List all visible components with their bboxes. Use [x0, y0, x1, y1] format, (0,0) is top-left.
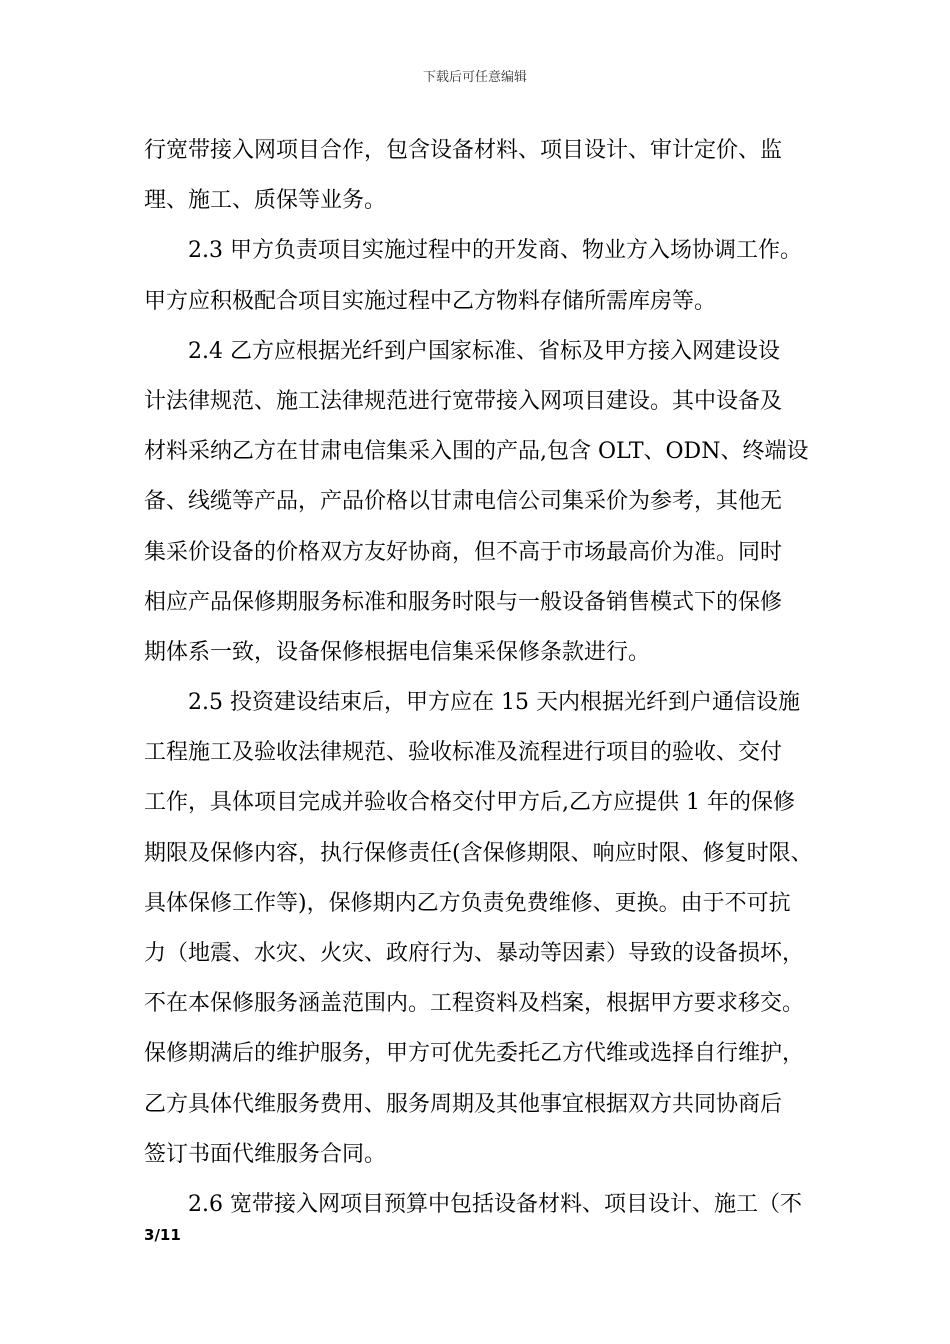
page-number	[144, 1226, 181, 1244]
section-2-6-first-line: 2.6 宽带接入网项目预算中包括设备材料、项目设计、施工（不	[188, 1191, 802, 1217]
text-line: 工程施工及验收法律规范、验收标准及流程进行项目的验收、交付	[144, 740, 783, 766]
text-line: 具体保修工作等)，保修期内乙方负责免费维修、更换。由于不可抗	[144, 890, 791, 916]
document-body	[144, 126, 820, 1230]
page-header: 下载后可任意编辑	[422, 70, 527, 85]
text-line: 乙方具体代维服务费用、服务周期及其他事宜根据双方共同协商后	[144, 1091, 783, 1117]
text-line: 不在本保修服务涵盖范围内。工程资料及档案，根据甲方要求移交。	[144, 991, 805, 1017]
section-2-5-first-line: 2.5 投资建设结束后，甲方应在 15 天内根据光纤到户通信设施	[188, 690, 800, 716]
text-line: 集采价设备的价格双方友好协商，但不高于市场最高价为准。同时	[144, 539, 783, 565]
total-pages: 11	[159, 1226, 181, 1244]
text-line: 材料采纳乙方在甘肃电信集采入围的产品,包含 OLT、ODN、终端设	[144, 439, 809, 465]
text-line: 计法律规范、施工法律规范进行宽带接入网项目建设。其中设备及	[144, 388, 783, 414]
text-line: 相应产品保修期服务标准和服务时限与一般设备销售模式下的保修	[144, 589, 783, 615]
text-line: 理、施工、质保等业务。	[144, 188, 387, 214]
current-page: 3	[144, 1226, 155, 1244]
text-line: 签订书面代维服务合同。	[144, 1141, 387, 1167]
text-line: 保修期满后的维护服务，甲方可优先委托乙方代维或选择自行维护，	[144, 1041, 805, 1067]
text-line: 期体系一致，设备保修根据电信集采保修条款进行。	[144, 639, 651, 665]
text-line: 甲方应积极配合项目实施过程中乙方物料存储所需库房等。	[144, 288, 717, 314]
text-line: 期限及保修内容，执行保修责任(含保修期限、响应时限、修复时限、	[144, 840, 813, 866]
section-2-4-first-line: 2.4 乙方应根据光纤到户国家标准、省标及甲方接入网建设设	[188, 338, 780, 364]
text-line: 备、线缆等产品，产品价格以甘肃电信公司集采价为参考，其他无	[144, 489, 783, 515]
section-2-3-first-line: 2.3 甲方负责项目实施过程中的开发商、物业方入场协调工作。	[188, 238, 802, 264]
page-separator: /	[154, 1226, 160, 1244]
text-line: 力（地震、水灾、火灾、政府行为、暴动等因素）导致的设备损坏，	[144, 941, 805, 966]
text-line: 工作，具体项目完成并验收合格交付甲方后,乙方应提供 1 年的保修	[144, 790, 795, 816]
text-line: 行宽带接入网项目合作，包含设备材料、项目设计、审计定价、监	[144, 138, 783, 163]
